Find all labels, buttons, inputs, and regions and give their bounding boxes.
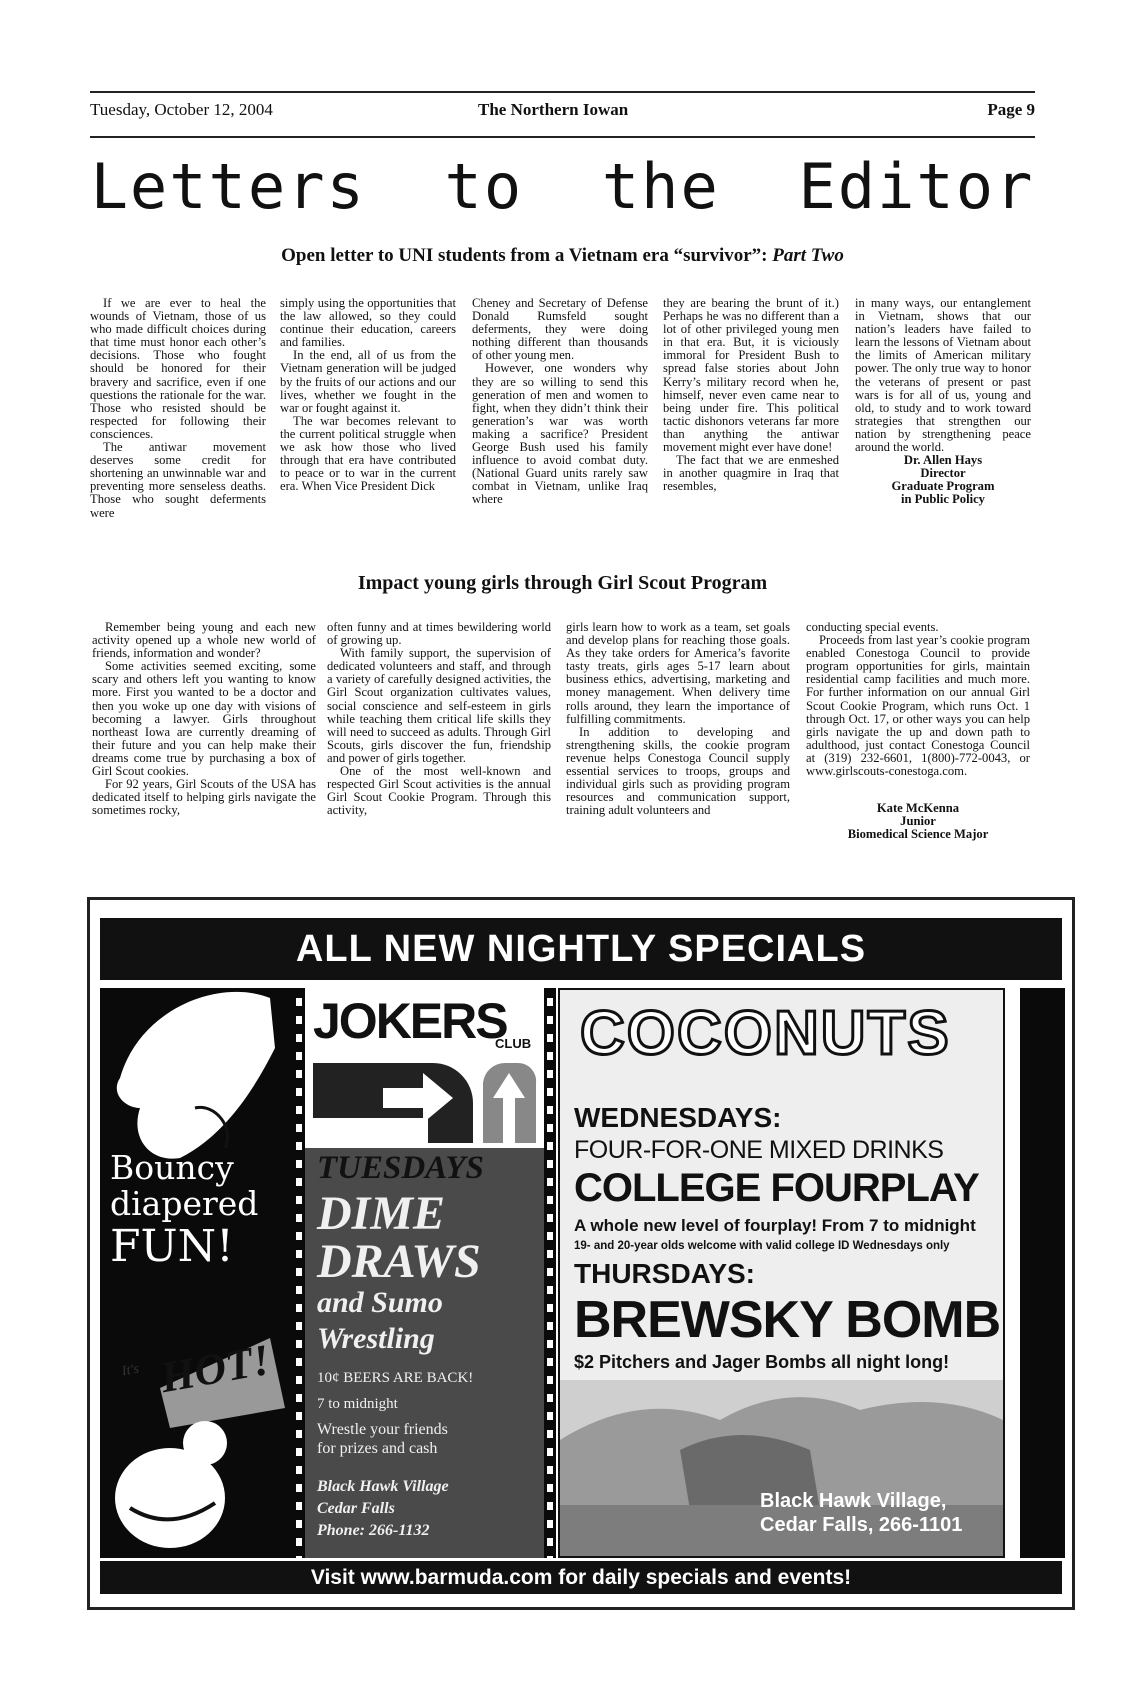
- text-column: [92, 621, 316, 817]
- draws-label: DRAWS: [317, 1235, 481, 1288]
- text-column: [327, 621, 551, 817]
- dashed-divider: [544, 988, 556, 1558]
- paragraph: conducting special events.: [806, 620, 939, 634]
- paragraph: For 92 years, Girl Scouts of the USA has dedicated itself to helping girls navigate the sometimes rocky,: [92, 777, 316, 818]
- newspaper-name: The Northern Iowan: [478, 100, 629, 119]
- text-column: [472, 297, 648, 507]
- paragraph: Remember being young and each new activity opened up a whole new world of friends, information and wonder?: [92, 620, 316, 661]
- issue-date: Tuesday, October 12, 2004: [90, 100, 273, 119]
- text-column: [663, 297, 839, 493]
- jokers-panel: [305, 988, 548, 1558]
- paragraph: One of the most well-known and respected Girl Scout activities is the annual Girl Scout Cookie Program. Through this activity,: [327, 764, 551, 818]
- paragraph: The war becomes relevant to the current political struggle when we ask how those who lived through that era have contributed to peace or to war in the current era. When Vice President Dick: [280, 413, 456, 494]
- coconuts-address: Black Hawk Village,: [760, 1490, 947, 1512]
- paragraph: girls learn how to work as a team, set goals and develop plans for reaching those goals. As they take orders for America’s favorite tasty treats, girls ages 5-17 learn about business ethics, advertising, marketing and money management. When delivery time rolls around, they learn the importance of fulfilling commitments.: [566, 620, 790, 726]
- paragraph: In addition to developing and strengthening skills, the cookie program revenue helps Conestoga Council supply essential services to troops, groups and individual girls such as providing program resources and communication support, training adult volunteers and: [566, 724, 790, 818]
- paragraph: However, one wonders why they are so willing to send this generation of men and women to fight, when they didn’t think their generation’s war was worth making a sacrifice? President George Bush used his family influence to avoid combat duty. (National Guard units rarely saw combat in Vietnam, unlike Iraq where: [472, 361, 648, 507]
- thursday-deal: $2 Pitchers and Jager Bombs all night long!: [574, 1352, 950, 1372]
- tuesdays-label: TUESDAYS: [317, 1150, 484, 1186]
- signature-line: Biomedical Science Major: [847, 827, 989, 842]
- text-column: [280, 297, 456, 493]
- letter1-headline: [90, 245, 1035, 267]
- sumo-panel: [100, 988, 293, 1558]
- wednesday-tagline: A whole new level of fourplay! From 7 to midnight: [574, 1216, 976, 1235]
- jokers-tuesday-section: [305, 1148, 548, 1558]
- paragraph: Cheney and Secretary of Defense Donald Rumsfeld sought deferments, they were doing nothing different than thousands of other young men.: [472, 296, 648, 363]
- coconuts-logo: COCONUTS: [580, 999, 951, 1068]
- paragraph: In the end, all of us from the Vietnam generation will be judged by the fruits of our actions and our lives, whether we fought in the war or fought against it.: [280, 348, 456, 415]
- beers-line: 10¢ BEERS ARE BACK!: [317, 1370, 474, 1386]
- dime-label: DIME: [317, 1187, 446, 1240]
- paragraph: If we are ever to heal the wounds of Vietnam, those of us who made difficult choices during that time must honor each other’s decisions. Those who fought should be honored for their bravery and sacrifice, even if one questions the rationale for the war. Those who resisted should be respected for following their consciences.: [90, 296, 266, 441]
- wednesday-age-note: 19- and 20-year olds welcome with valid college ID Wednesdays only: [574, 1240, 950, 1252]
- ad-footer: Visit www.barmuda.com for daily specials and events!: [100, 1561, 1062, 1594]
- jokers-address2: Cedar Falls: [317, 1500, 395, 1517]
- tagline-line1: Bouncy: [110, 1148, 234, 1187]
- letter2-headline: Impact young girls through Girl Scout Program: [357, 572, 768, 594]
- jokers-club-label: CLUB: [495, 1036, 532, 1051]
- signature-line: Kate McKenna: [876, 801, 960, 816]
- signature-line: Junior: [900, 814, 936, 829]
- letter1-headline-italic: Part Two: [772, 245, 844, 266]
- dashed-divider: [293, 988, 305, 1558]
- signature-line: in Public Policy: [901, 492, 985, 507]
- hot-label: HOT!: [156, 1334, 274, 1403]
- wrestle-line1: Wrestle your friends: [317, 1421, 448, 1438]
- sumo-baby-illustration: [100, 988, 293, 1558]
- text-column: [855, 297, 1031, 507]
- paragraph: The fact that we are enmeshed in another quagmire in Iraq that resembles,: [663, 453, 839, 494]
- jokers-logo: JOKERS: [313, 993, 507, 1049]
- jokers-address1: Black Hawk Village: [317, 1478, 449, 1495]
- thursdays-label: THURSDAYS:: [574, 1258, 755, 1289]
- brewsky-bomb-title: BREWSKY BOMB: [574, 1291, 1001, 1349]
- paragraph: With family support, the supervision of dedicated volunteers and staff, and through a variety of carefully designed activities, the Girl Scout organization cultivates values, social conscience and self-esteem in girls while teaching them critical life skills they will need to succeed as adults. Through Girl Scouts, girls discover the fun, friendship and power of girls together.: [327, 646, 551, 765]
- nightly-specials-ad: [87, 897, 1075, 1610]
- wrestle-line2: for prizes and cash: [317, 1440, 438, 1457]
- letter1-headline-text: Open letter to UNI students from a Vietnam era “survivor”:: [281, 245, 773, 266]
- wednesday-deal: FOUR-FOR-ONE MIXED DRINKS: [574, 1136, 944, 1164]
- header-bottom-rule: [90, 136, 1035, 138]
- signature-line: Dr. Allen Hays: [903, 453, 983, 468]
- tagline-line2: diapered: [110, 1184, 259, 1223]
- signature-line: Director: [920, 466, 966, 481]
- sumo-tagline: [110, 1150, 258, 1272]
- section-title: Letters to the Editor: [90, 150, 1035, 223]
- header-top-rule: [90, 91, 1035, 93]
- text-column: [90, 297, 266, 520]
- paragraph: simply using the opportunities that the law allowed, so they could continue their education, careers and families.: [280, 296, 456, 350]
- jokers-phone: Phone: 266-1132: [317, 1522, 430, 1539]
- ad-banner: ALL NEW NIGHTLY SPECIALS: [100, 918, 1062, 980]
- jokers-arrows-icon: [313, 1058, 538, 1143]
- text-column: [806, 621, 1030, 841]
- hours-line: 7 to midnight: [317, 1396, 398, 1412]
- wrestling-label: Wrestling: [317, 1322, 435, 1355]
- paragraph: Some activities seemed exciting, some scary and others left you wanting to know more. First you wanted to be a doctor and then you woke up one day with visions of becoming a lawyer. Girls throughout northeast Iowa are currently dreaming of their future and you can help make their dreams come true by purchasing a box of Girl Scout cookies.: [92, 659, 316, 779]
- paragraph: in many ways, our entanglement in Vietnam, shows that our nation’s leaders have failed to learn the lessons of Vietnam about the limits of American military power. The only true way to honor the veterans of present or past wars is for all of us, young and old, to study and to work toward strategies that strengthen our nation by strengthening peace around the world.: [855, 296, 1031, 455]
- and-sumo-label: and Sumo: [317, 1286, 443, 1319]
- wednesdays-label: WEDNESDAYS:: [574, 1102, 782, 1133]
- paragraph: Proceeds from last year’s cookie program enabled Conestoga Council to provide program opportunities for girls, maintain residential camp facilities and much more. For further information on our annual Girl Scout Cookie Program, which runs Oct. 1 through Oct. 17, or other ways you can help girls navigate the up and down path to adulthood, just contact Conestoga Council at (319) 232-6601, 1(800)-772-0043, or www.girlscouts-conestoga.com.: [806, 633, 1030, 779]
- paragraph: The antiwar movement deserves some credit for shortening an unwinnable war and preventing more senseless deaths. Those who sought deferments were: [90, 440, 266, 520]
- paragraph: often funny and at times bewildering world of growing up.: [327, 620, 551, 648]
- signature-line: Graduate Program: [891, 479, 995, 494]
- tagline-line3: FUN!: [110, 1221, 234, 1272]
- page-number: Page 9: [987, 100, 1035, 119]
- coconuts-panel: [558, 988, 1005, 1558]
- college-fourplay-title: COLLEGE FOURPLAY: [574, 1166, 979, 1210]
- paragraph: they are bearing the brunt of it.) Perhaps he was no different than a lot of other privileged young men in that era. But, it is viciously immoral for President Bush to spread false stories about John Kerry’s military record when he, himself, never even came near to being under fire. This political tactic dishonors veterans far more than anything the antiwar movement might ever have done!: [663, 296, 839, 455]
- hot-prefix: It's: [120, 1361, 141, 1380]
- text-column: [566, 621, 790, 817]
- coconuts-phone: Cedar Falls, 266-1101: [760, 1514, 963, 1536]
- right-border-strip: [1020, 988, 1065, 1558]
